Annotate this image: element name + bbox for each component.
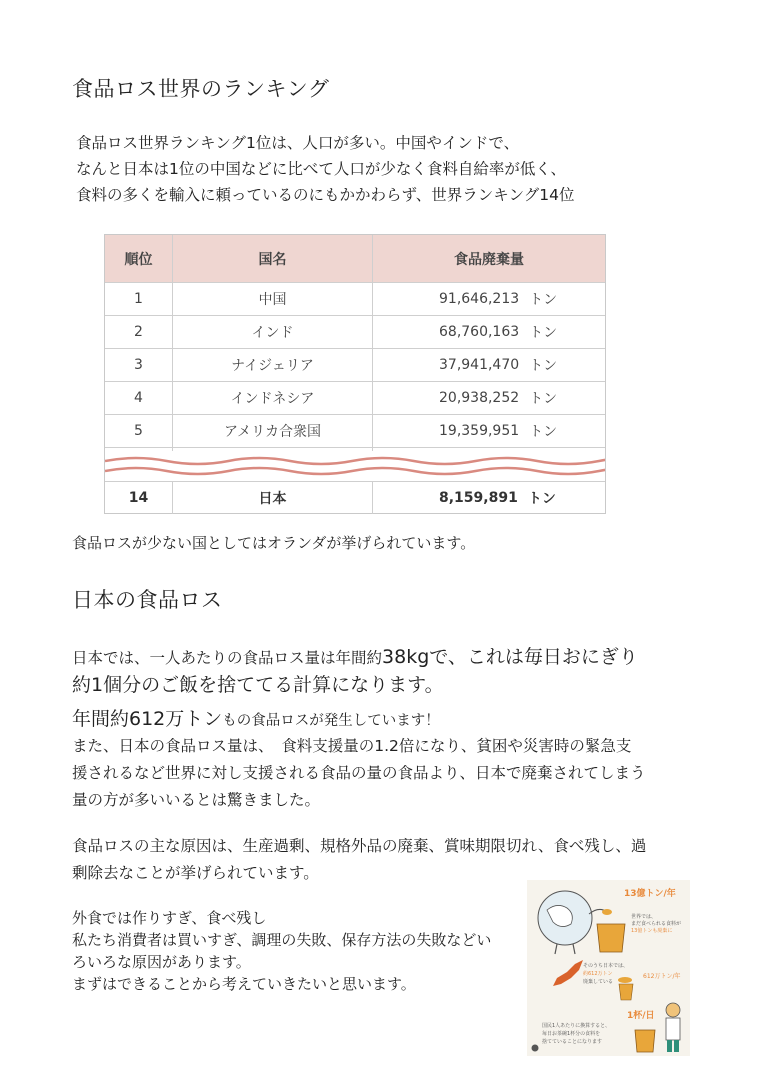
- food-waste-ranking-table: [104, 234, 606, 514]
- paragraph-line: また、日本の食品ロス量は、 食料支援量の1.2倍になり、貧困や災害時の緊急支: [72, 737, 632, 755]
- table-row-japan: [105, 481, 605, 514]
- table-row: [105, 415, 605, 448]
- caption-line: 毎日お茶碗1杯分の食料を: [542, 1031, 601, 1037]
- caption-line: 世界では、: [631, 914, 657, 920]
- rice-ball-line: 約1個分のご飯を捨ててる計算になります。: [72, 674, 444, 696]
- netherlands-note: 食品ロスが少ない国としてはオランダが挙げられています。: [72, 534, 476, 552]
- causes-paragraph: [72, 833, 646, 887]
- wavy-break-icon: [105, 451, 605, 481]
- food-aid-paragraph: [72, 733, 646, 814]
- paragraph-line: 援されるなど世界に対し支援される食品の量の食品より、日本で廃棄されてしまう: [72, 764, 646, 782]
- header-rank: 順位: [105, 235, 173, 282]
- intro-line: 食品ロス世界ランキング1位は、人口が多い。中国やインドで、: [76, 134, 520, 152]
- amount-value: 37,941,470: [439, 357, 520, 373]
- amount-cell: [373, 349, 605, 381]
- country-cell: ナイジェリア: [173, 349, 373, 381]
- unit-label: トン: [529, 292, 558, 308]
- header-amount: 食品廃棄量: [454, 251, 524, 268]
- japan-caption: [583, 962, 628, 986]
- person-caption: [542, 1022, 610, 1046]
- amount-cell: [373, 415, 605, 447]
- amount-value: 20,938,252: [439, 390, 520, 406]
- per-capita-emphasis: 38kgで、これは毎日おにぎり: [382, 646, 638, 668]
- per-day-label: 1杯/日: [627, 1011, 655, 1021]
- amount-value: 8,159,891: [439, 490, 518, 506]
- paragraph-line: 量の方が多いいるとは驚きました。: [72, 791, 321, 809]
- unit-label: トン: [529, 391, 558, 407]
- section-heading-world-ranking: 食品ロス世界のランキング: [72, 77, 330, 101]
- per-capita-text: 日本では、一人あたりの食品ロス量は年間約: [72, 649, 383, 667]
- country-cell: インドネシア: [173, 382, 373, 414]
- rank-cell: 1: [105, 283, 173, 315]
- intro-paragraph: [76, 130, 575, 208]
- unit-label: トン: [529, 424, 558, 440]
- country-cell: 日本: [173, 482, 373, 514]
- rank-cell: 3: [105, 349, 173, 381]
- intro-line: 食料の多くを輸入に頼っているのにもかかわらず、世界ランキング14位: [76, 186, 575, 204]
- amount-cell: [373, 316, 605, 348]
- world-amount-label: 13億トン/年: [624, 889, 676, 899]
- caption-line: 国民1人あたりに換算すると、: [542, 1023, 611, 1029]
- caption-line: 13億トンも廃棄に: [631, 928, 673, 934]
- amount-cell: [373, 283, 605, 315]
- country-cell: インド: [173, 316, 373, 348]
- consumer-causes-paragraph: [72, 907, 491, 995]
- intro-line: なんと日本は1位の中国などに比べて人口が少なく食料自給率が低く、: [76, 160, 567, 178]
- unit-label: トン: [529, 358, 558, 374]
- country-cell: アメリカ合衆国: [173, 415, 373, 447]
- rank-cell: 2: [105, 316, 173, 348]
- amount-value: 91,646,213: [439, 291, 520, 307]
- section-heading-japan-food-loss: 日本の食品ロス: [72, 588, 223, 612]
- paragraph-line: 外食では作りすぎ、食べ残し: [72, 909, 267, 927]
- header-country: 国名: [173, 235, 373, 282]
- table-header-row: [105, 235, 605, 283]
- amount-cell: [373, 482, 605, 514]
- paragraph-line: 私たち消費者は買いすぎ、調理の失敗、保存方法の失敗などい: [72, 931, 492, 949]
- rank-cell: 5: [105, 415, 173, 447]
- caption-line: 約612万トン: [583, 971, 613, 977]
- paragraph-line: ろいろな原因があります。: [72, 953, 251, 971]
- caption-line: そのうち日本では、: [583, 963, 629, 969]
- amount-value: 19,359,951: [439, 423, 520, 439]
- caption-line: まだ食べられる食料が: [631, 921, 682, 927]
- rank-cell: 4: [105, 382, 173, 414]
- paragraph-line: まずはできることから考えていきたいと思います。: [72, 975, 416, 993]
- paragraph-line: 食品ロスの主な原因は、生産過剰、規格外品の廃棄、賞味期限切れ、食べ残し、過: [72, 837, 647, 855]
- amount-cell: [373, 382, 605, 414]
- amount-value: 68,760,163: [439, 324, 520, 340]
- table-row: [105, 349, 605, 382]
- table-row: [105, 316, 605, 349]
- world-caption: [631, 914, 681, 935]
- country-cell: 中国: [173, 283, 373, 315]
- annual-loss-line: [72, 704, 440, 731]
- food-loss-infographic: [527, 880, 690, 1056]
- caption-line: 廃棄している: [583, 979, 614, 985]
- annual-loss-text: もの食品ロスが発生しています！: [222, 713, 440, 729]
- per-capita-line: [72, 642, 638, 669]
- table-row: [105, 382, 605, 415]
- japan-amount-label: 612万トン/年: [643, 973, 681, 980]
- caption-line: 捨てていることになります: [542, 1039, 603, 1045]
- annual-loss-emphasis: 年間約612万トン: [72, 708, 223, 730]
- unit-label: トン: [529, 325, 558, 341]
- paragraph-line: 剰除去なことが挙げられています。: [72, 864, 319, 882]
- table-row: [105, 283, 605, 316]
- rank-cell: 14: [105, 482, 173, 514]
- unit-label: トン: [527, 491, 556, 507]
